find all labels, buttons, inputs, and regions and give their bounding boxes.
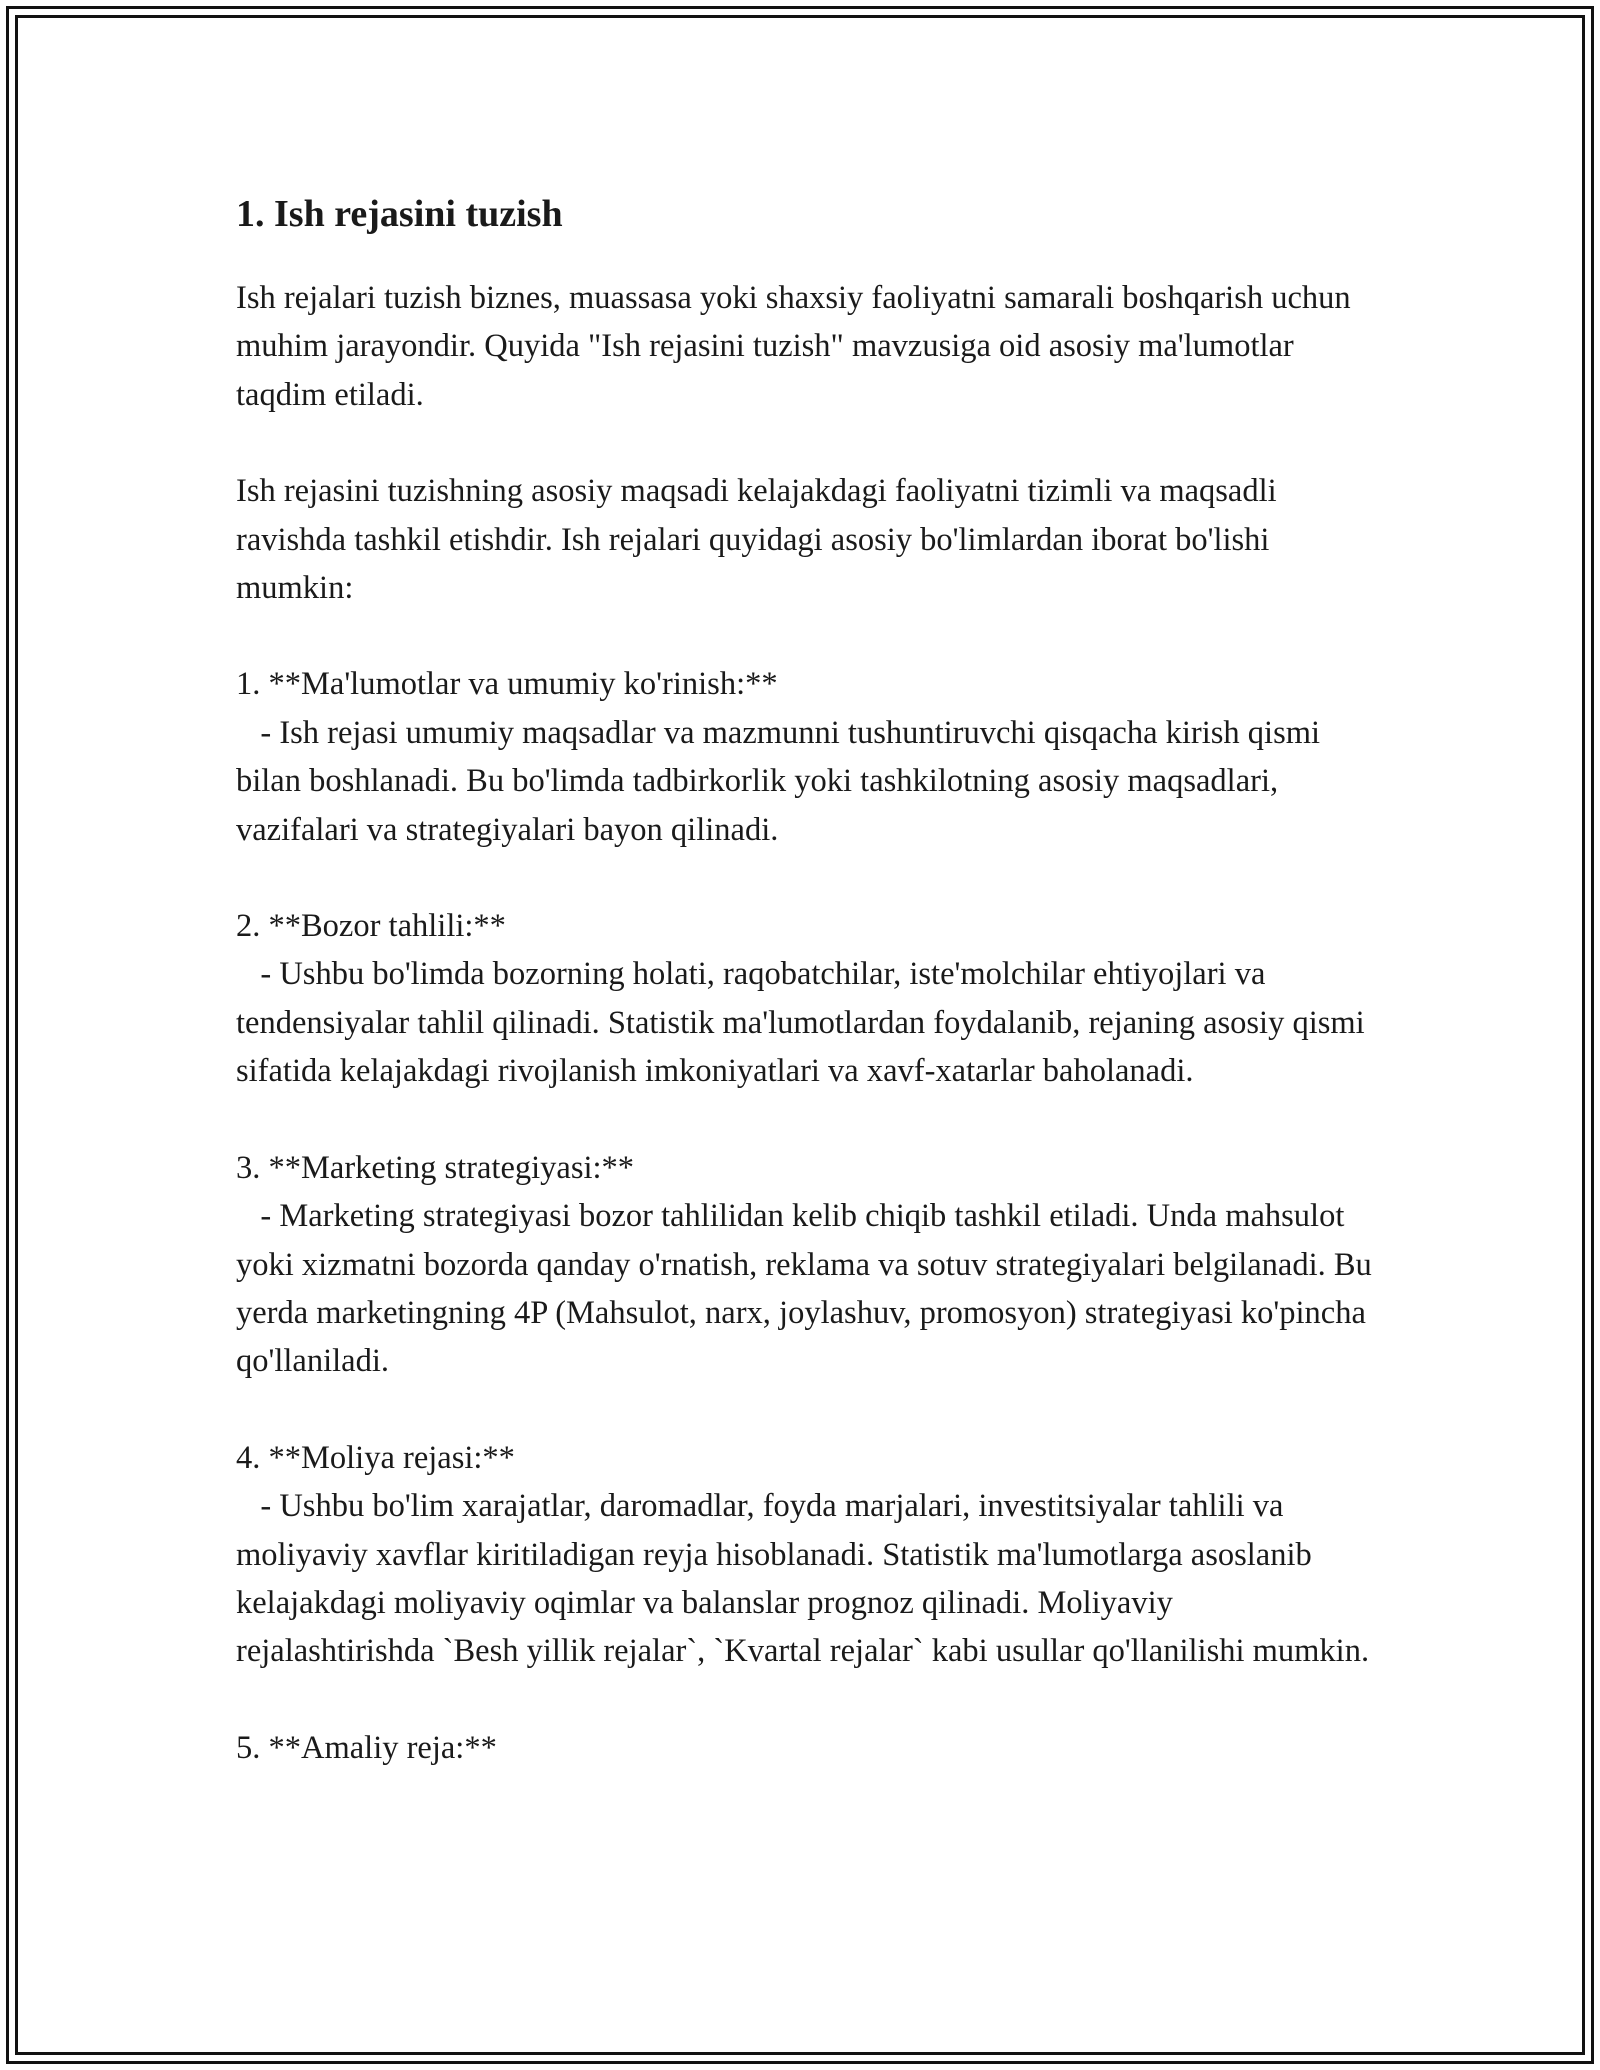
purpose-paragraph: Ish rejasini tuzishning asosiy maqsadi kelajakdagi faoliyatni tizimli va maqsadli ravishda tashkil etishdir. Ish rejalari quyidagi asosiy bo'limlardan iborat bo'lishi mumkin: <box>236 473 1285 607</box>
list-item-text: - Ushbu bo'limda bozorning holati, raqobatchilar, iste'molchilar ehtiyojlari va tendensiyalar tahlil qilinadi. Statistik ma'lumotlardan foydalanib, rejaning asosiy qismi sifatida kelajakdagi rivojlanish imkoniyatlari va xavf-xatarlar baholanadi. <box>236 956 1373 1090</box>
section-heading: 1. Ish rejasini tuzish <box>236 193 563 235</box>
list-item-heading: 4. **Moliya rejasi:** <box>236 1439 515 1476</box>
list-item-text: - Ushbu bo'lim xarajatlar, daromadlar, foyda marjalari, investitsiyalar tahlili va moliyaviy xavflar kiritiladigan reyja hisoblanadi. Statistik ma'lumotlarga asoslanib kelajakdagi moliyaviy oqimlar va balanslar prognoz qilinadi. Moliyaviy rejalashtirishda `Besh yillik rejalar`, `Kvartal rejalar` kabi usullar qo'llanilishi mumkin. <box>236 1488 1370 1670</box>
list-item-heading: 1. **Ma'lumotlar va umumiy ko'rinish:** <box>236 666 778 703</box>
document-body <box>236 188 1380 1772</box>
list-item-heading: 2. **Bozor tahlili:** <box>236 908 506 945</box>
list-item-text: - Marketing strategiyasi bozor tahlilidan kelib chiqib tashkil etiladi. Unda mahsulot yoki xizmatni bozorda qanday o'rnatish, reklama va sotuv strategiyalari belgilanadi. Bu yerda marketingning 4P (Mahsulot, narx, joylashuv, promosyon) strategiyasi ko'pincha qo'llaniladi. <box>236 1198 1380 1380</box>
list-item-heading: 3. **Marketing strategiyasi:** <box>236 1149 635 1186</box>
intro-paragraph: Ish rejalari tuzish biznes, muassasa yoki shaxsiy faoliyatni samarali boshqarish uchun muhim jarayondir. Quyida "Ish rejasini tuzish" mavzusiga oid asosiy ma'lumotlar taqdim etiladi. <box>236 280 1359 413</box>
list-item-text: - Ish rejasi umumiy maqsadlar va mazmunni tushuntiruvchi qisqacha kirish qismi bilan boshlanadi. Bu bo'limda tadbirkorlik yoki tashkilotning asosiy maqsadlari, vazifalari va strategiyalari bayon qilinadi. <box>236 714 1329 848</box>
list-item-heading: 5. **Amaliy reja:** <box>236 1729 497 1766</box>
